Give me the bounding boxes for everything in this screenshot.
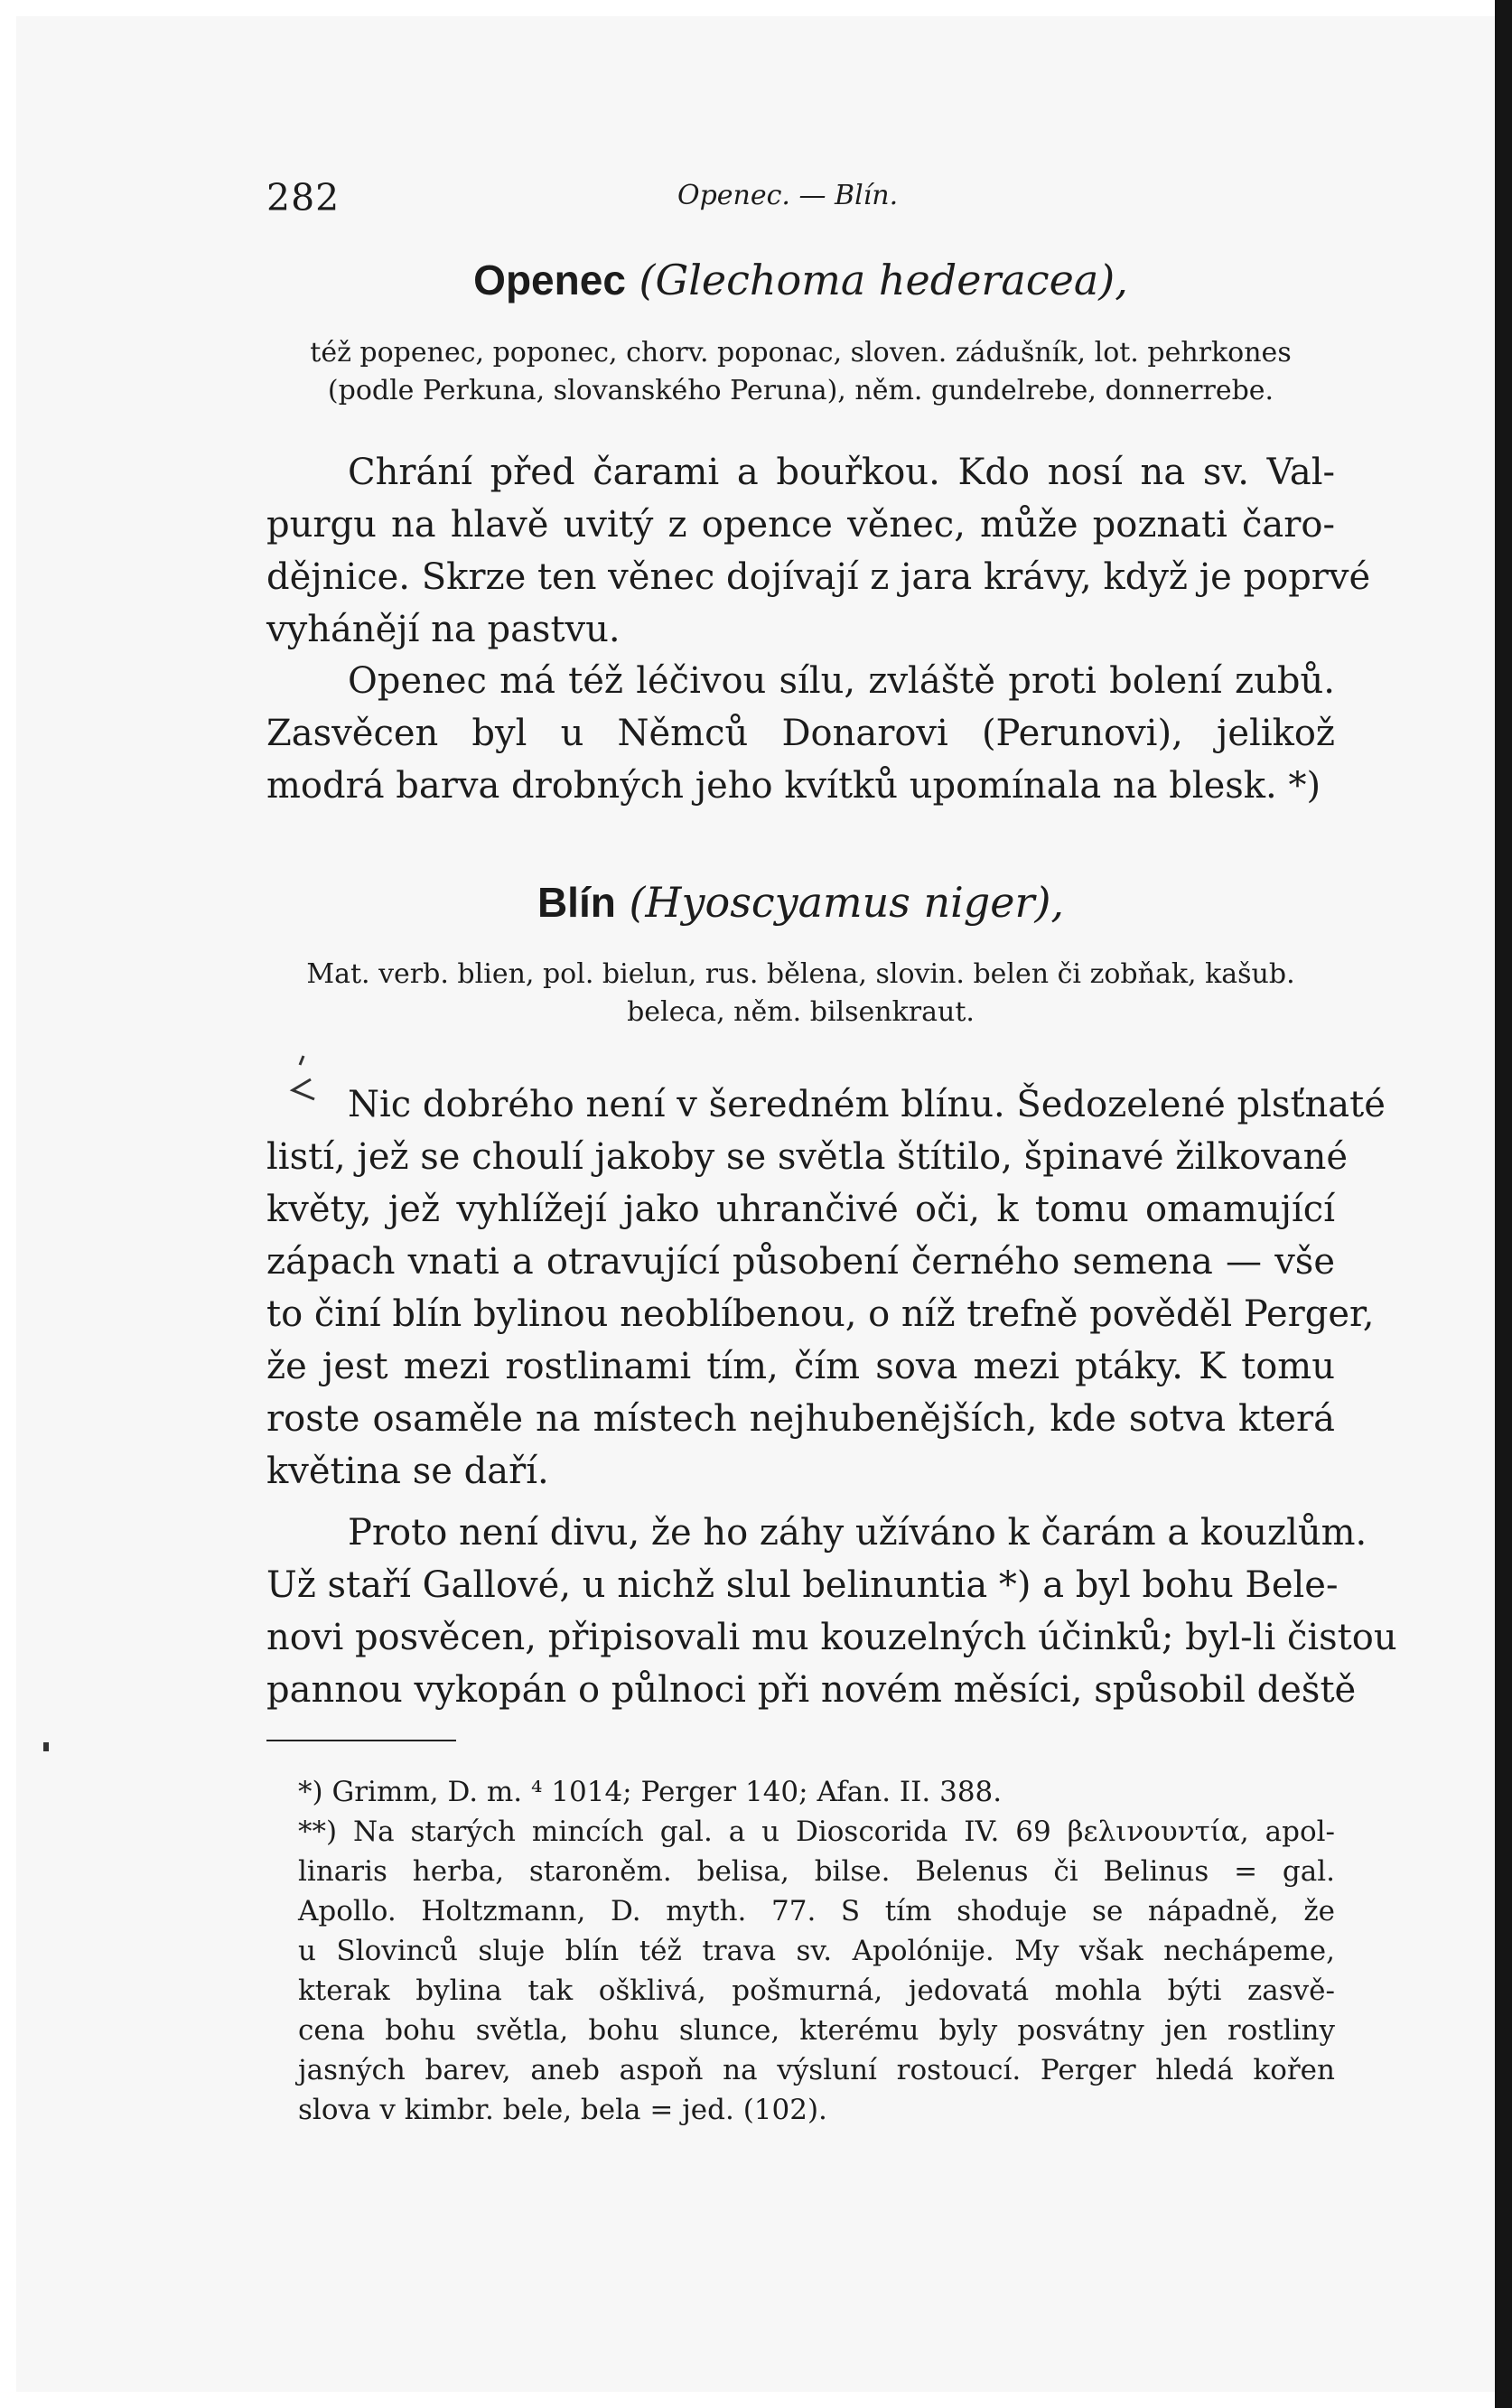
scan-top-margin <box>0 0 1512 14</box>
synonyms-blin <box>266 956 1335 1031</box>
text-line: Openec má též léčivou sílu, zvláště proti bolení zubů. <box>348 660 1335 702</box>
paragraph-blin-1 <box>266 1078 1386 1498</box>
text-line: listí, jež se choulí jakoby se světla štítilo, špinavé žilkované <box>266 1136 1349 1178</box>
footnote-rule <box>266 1740 456 1741</box>
paragraph-blin-2 <box>266 1507 1397 1716</box>
scan-right-edge <box>1495 0 1512 2408</box>
synonyms-line: Mat. verb. blien, pol. bielun, rus. bělena, slovin. belen či zobňak, kašub. <box>306 958 1295 990</box>
text-line: dějnice. Skrze ten věnec dojívají z jara krávy, když je poprvé <box>266 556 1371 598</box>
text-line: květy, jež vyhlížejí jako uhrančivé oči, k tomu omamující <box>266 1189 1335 1230</box>
synonyms-line: beleca, něm. bilsenkraut. <box>627 996 975 1028</box>
footnote-line: slova v kimbr. bele, bela = jed. (102). <box>298 2094 827 2126</box>
latin-name: (Hyoscyamus niger), <box>629 878 1065 927</box>
text-line: Už staří Gallové, u nichž slul belinuntia *) a byl bohu Bele- <box>266 1564 1339 1606</box>
paragraph-openec-2 <box>266 655 1335 812</box>
entry-heading: Blín <box>537 879 616 926</box>
text-line: to činí blín bylinou neoblíbenou, o níž trefně pověděl Perger, <box>266 1293 1375 1335</box>
footnote-line: *) Grimm, D. m. ⁴ 1014; Perger 140; Afan. II. 388. <box>298 1776 1003 1808</box>
footnote-line: Apollo. Holtzmann, D. myth. 77. S tím shoduje se nápadně, že <box>298 1895 1335 1927</box>
entry-heading: Openec <box>473 257 626 303</box>
footnote-line: **) Na starých mincích gal. a u Dioscorida IV. 69 βελινουντία, apol- <box>298 1815 1335 1848</box>
latin-name: (Glechoma hederacea), <box>639 256 1128 304</box>
running-title: Openec. — Blín. <box>677 180 899 211</box>
text-line: pannou vykopán o půlnoci při novém měsíci, spůsobil deště <box>266 1669 1357 1711</box>
text-line: zápach vnati a otravující působení černého semena — vše <box>266 1241 1335 1283</box>
footnotes <box>298 1772 1335 2130</box>
text-line: purgu na hlavě uvitý z opence věnec, může poznati čaro- <box>266 504 1335 546</box>
text-line: Proto není divu, že ho záhy užíváno k čarám a kouzlům. <box>348 1512 1367 1554</box>
synonyms-line: (podle Perkuna, slovanského Peruna), něm. gundelrebe, donnerrebe. <box>327 375 1274 406</box>
running-head <box>266 176 1335 230</box>
entry-title-blin <box>266 878 1335 927</box>
footnote-line: jasných barev, aneb aspoň na výsluní rostoucí. Perger hledá kořen <box>298 2054 1335 2086</box>
footnote-line: cena bohu světla, bohu slunce, kterému byly posvátny jen rostliny <box>298 2014 1335 2047</box>
text-line: Chrání před čarami a bouřkou. Kdo nosí na sv. Val- <box>348 452 1335 493</box>
synonyms-openec <box>266 334 1335 410</box>
paragraph-openec-1 <box>266 446 1371 656</box>
entry-title-openec <box>266 256 1335 304</box>
synonyms-line: též popenec, poponec, chorv. poponac, sloven. zádušník, lot. pehrkones <box>310 337 1292 369</box>
text-line: že jest mezi rostlinami tím, čím sova mezi ptáky. K tomu <box>266 1346 1335 1387</box>
page-number: 282 <box>266 176 341 219</box>
text-line: modrá barva drobných jeho kvítků upomínala na blesk. *) <box>266 765 1321 807</box>
text-line: Zasvěcen byl u Němců Donarovi (Perunovi), jelikož <box>266 713 1335 754</box>
text-line: roste osaměle na místech nejhubenějších, kde sotva která <box>266 1398 1335 1440</box>
text-line: novi posvěcen, připisovali mu kouzelných účinků; byl-li čistou <box>266 1617 1397 1658</box>
footnote-line: linaris herba, staroněm. belisa, bilse. Belenus či Belinus = gal. <box>298 1855 1335 1888</box>
margin-speck <box>43 1742 49 1751</box>
text-line: vyhánějí na pastvu. <box>266 609 621 650</box>
text-line: Nic dobrého není v šeredném blínu. Šedozelené plsťnaté <box>348 1084 1386 1125</box>
footnote-line: u Slovinců sluje blín též trava sv. Apolónije. My však nechápeme, <box>298 1935 1335 1967</box>
text-line: květina se daří. <box>266 1451 549 1492</box>
footnote-line: kterak bylina tak ošklivá, pošmurná, jedovatá mohla býti zasvě- <box>298 1974 1335 2007</box>
